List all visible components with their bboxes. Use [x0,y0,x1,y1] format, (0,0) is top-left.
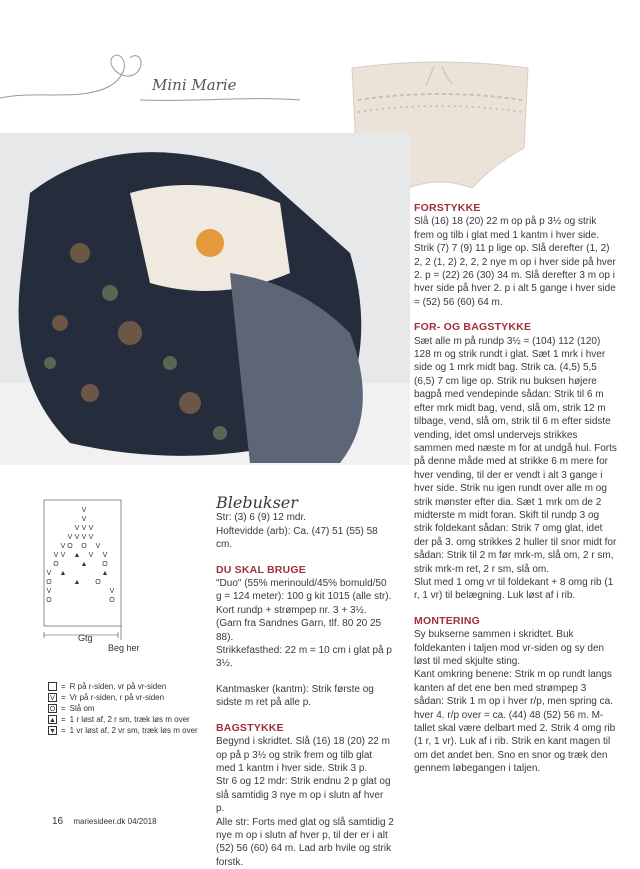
svg-text:V: V [67,534,73,541]
legend-item: V = Vr på r-siden, r på vr-siden [48,692,198,703]
svg-text:O: O [53,561,59,568]
svg-text:▲: ▲ [101,570,109,577]
chart-repeat-label: Gtg [78,633,93,643]
svg-text:O: O [46,597,52,604]
svg-text:O: O [102,561,108,568]
body-text: Begynd i skridtet. Slå (16) 18 (20) 22 m op på p 3½ og strik frem og tilb glat med 1 kantm i hver side. Strik 3 p. [216,736,390,774]
svg-text:V: V [81,507,87,514]
body-text: Kant omkring benene: Strik m op rundt langs kanten af det ene ben med strømpep 3 sådan: Strik 1 m op i hver r/p, men spring ca. hver 4. r/p over = ca. (44) 48 (52) 56 m. M-tallet skal være delbart med 2. Strik 4 omg rib (1 r, 1 vr). Luk af i rib. Strik en kant magen til om det andet ben. Sno en snor og træk den gennem løbegangen i taljen. [414,669,616,775]
chart-legend [48,681,198,736]
svg-text:O: O [46,579,52,586]
page-number: 16 [52,816,64,827]
body-text: Str 6 og 12 mdr: Strik endnu 2 p glat og slå samtidig 3 nye m op i slutn af hver p. [216,776,391,815]
baby-bag-photo [0,133,410,465]
legend-item: O = Slå om [49,704,95,713]
svg-text:O: O [67,543,73,550]
svg-text:▲: ▲ [73,552,81,559]
svg-text:V: V [46,570,52,577]
page-footer [52,816,157,827]
section-heading: BAGSTYKKE [216,721,284,734]
body-text: Slut med 1 omg vr til foldekant + 8 omg rib (1 r, 1 vr) til belægning. Luk løst af i rib. [414,576,614,602]
body-text: Sy bukserne sammen i skridtet. Buk foldekanten i taljen mod vr-siden og sy den løst til med skjulte sting. [414,629,605,667]
brand-title: Mini Marie [152,76,237,94]
hip-width: Hoftevidde (arb): Ca. (47) 51 (55) 58 cm. [216,525,378,551]
issue-number: 04/2018 [127,817,157,826]
svg-text:V: V [95,543,101,550]
svg-text:O: O [81,543,87,550]
svg-text:▲: ▲ [73,579,81,586]
body-text: Alle str: Forts med glat og slå samtidig 2 nye m op i slutn af hver p, til der er i alt (52) 56 (60) 64 m. Lad arb hvile og strik forstk. [216,816,394,868]
svg-text:V: V [88,552,94,559]
section-heading: DU SKAL BRUGE [216,563,306,576]
svg-text:V: V [81,525,87,532]
svg-text:V: V [46,588,52,595]
supplier-text: (Garn fra Sandnes Garn, tlf. 80 20 25 88). [216,618,382,643]
svg-text:▲: ▲ [80,561,88,568]
svg-text:V: V [74,534,80,541]
edge-stitches-text: Kantmasker (kantm): Strik første og sidste m ret på alle p. [216,683,374,709]
site-name: mariesideer.dk [73,817,126,826]
sizes: Str: (3) 6 (9) 12 mdr. [216,512,307,524]
gauge-text: Strikkefasthed: 22 m = 10 cm i glat på p 3½. [216,645,392,670]
brand-flourish [0,40,310,110]
svg-text:V: V [88,534,94,541]
pattern-column-right [414,202,618,776]
section-heading: FORSTYKKE [414,202,481,214]
body-text: Slå (16) 18 (20) 22 m op på p 3½ og strik frem og tilb i glat med 1 kantm i hver side. Strik (7) 7 (9) 11 p lige op. Slå derefter (1, 2) 2, 2 (1, 2) 2, 2, 2 nye m op i hver side på hver 2. p = (22) 26 (30) 34 m. Slå derefter 3 m op i hver side på hver 2. p i alt 5 gange i hver side = (52) 56 (60) 64 m. [414,216,616,308]
svg-text:V: V [109,588,115,595]
svg-text:V: V [60,552,66,559]
svg-text:V: V [74,525,80,532]
svg-text:O: O [95,579,101,586]
legend-item: = R på r-siden, vr på vr-siden [48,681,198,692]
body-text: Sæt alle m på rundp 3½ = (104) 112 (120) 128 m og strik rundt i glat. Sæt 1 mrk i hver side og 1 mrk midt bag. Strik ca. (4,5) 5,5 (6,5) 7 cm lige op. Strik nu buksen højere bagpå med vendepinde sådan: Strik til 6 m efter mrk midt bag, vend, slå om, strik 12 m tilbage, vend, slå om, strik til 6 m efter sidste vending, idet omsl undervejs strikkes sammen med næste m for at undgå hul. Forts på denne måde med at strikke 6 m mere for hver vending, til der er vendt i alt 3 gange i hver side. Strik nu igen rundt over alle m og strik mønster efter dia. Sæt 1 mrk om de 2 midterste m midt foran. Skift til rundp 3 og strik foldekant sådan: Strik 7 omg glat, idet der på 3. omg strikkes 2 huller til snor midt for sådan: Strik til 2 m før mrk-m, slå om, 2 r sm, strik mrk-m ret, 2 r sm, slå om. [414,335,617,575]
svg-text:V: V [53,552,59,559]
svg-text:V: V [81,534,87,541]
chart-start-label: Beg her [108,643,140,653]
svg-text:V: V [102,552,108,559]
svg-text:O: O [109,597,115,604]
svg-text:▲: ▲ [59,570,67,577]
pattern-title: Blebukser [216,493,298,512]
section-heading: FOR- OG BAGSTYKKE [414,321,532,334]
pattern-column-middle [216,493,394,869]
legend-item: ▼ = 1 vr løst af, 2 vr sm, træk løs m over [49,726,198,735]
legend-item: ▲ = 1 r løst af, 2 r sm, træk løs m over [49,715,190,724]
section-heading: MONTERING [414,614,480,627]
svg-text:V: V [88,525,94,532]
svg-text:V: V [60,543,66,550]
svg-text:V: V [81,516,87,523]
materials-text: "Duo" (55% merinould/45% bomuld/50 g = 124 meter): 100 g kit 1015 (alle str). Kort rundp + strømpep nr. 3 + 3½. [216,578,392,616]
